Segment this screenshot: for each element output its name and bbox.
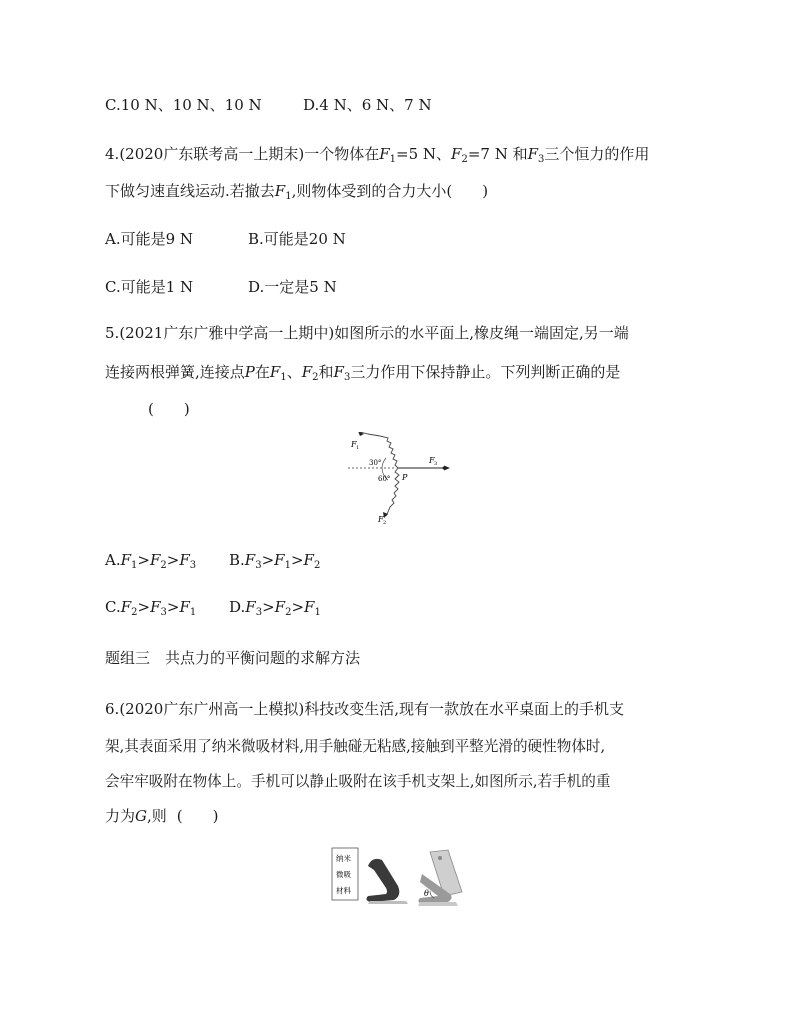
q5-angle-arc-30: [382, 458, 386, 468]
q6-line1: 科技改变生活,现有一款放在水平桌面上的手机支: [304, 700, 624, 718]
q4-line2: 下做匀速直线运动.若撤去: [105, 182, 275, 200]
q6-stand-base: [418, 902, 458, 906]
q3-option-d: D.4 N、6 N、7 N: [303, 96, 432, 114]
q5-line2a: 连接两根弹簧,连接点: [105, 363, 245, 381]
q5-option-d-s1: 3: [255, 607, 263, 618]
q5-option-d-s2: 2: [285, 607, 292, 618]
q5-option-a-v2: F: [149, 551, 161, 569]
q4-option-a: A.可能是9 N: [105, 230, 194, 248]
q5-option-b-s1: 3: [255, 560, 262, 571]
q5-option-d-gt2: >: [291, 598, 305, 616]
q5-option-d-letter: D.: [229, 598, 246, 616]
q4-option-d: D.一定是5 N: [248, 278, 337, 296]
q5-option-b-v2: F: [274, 551, 285, 569]
q5-fig-f2-label: F: [378, 515, 384, 524]
q5-option-a-gt1: >: [137, 551, 150, 569]
q5-force-diagram: [340, 432, 460, 532]
q6-label-line1: 纳米: [336, 854, 351, 863]
q5-f2-sub: 2: [312, 372, 319, 383]
q4-line2-end: ,则物体受到的合力大小( ): [291, 182, 489, 200]
q5-option-c-v2: F: [150, 598, 161, 616]
q5-option-d-v1: F: [245, 598, 256, 616]
q5-option-c-s2: 3: [160, 607, 167, 618]
q4-f2-sub: 2: [461, 154, 468, 165]
q5-fig-p-label: P: [402, 473, 408, 482]
q4-stem-line2: [105, 180, 488, 202]
q5-option-a-v3: F: [179, 551, 190, 569]
q5-option-b: [229, 551, 320, 571]
q4-f2: F: [451, 145, 462, 163]
q5-option-c-s1: 2: [131, 607, 138, 618]
q4-eq1: =5 N、: [396, 145, 452, 163]
q6-label-line2: 微吸: [336, 870, 351, 879]
q4-source: (2020广东联考高一上期末): [119, 145, 305, 163]
q5-f3-sub: 3: [343, 372, 351, 383]
q5-option-c-v3: F: [179, 598, 190, 616]
q5-option-b-s3: 2: [313, 560, 321, 571]
q4-eq2: =7 N 和: [467, 145, 528, 163]
q5-option-a-s3: 3: [189, 560, 197, 571]
q5-option-d-v2: F: [274, 598, 286, 616]
q5-option-d-v3: F: [304, 598, 315, 616]
q5-option-a: [105, 551, 196, 571]
q5-answer-paren: ( ): [148, 400, 190, 418]
q5-fig-f3-label: F: [429, 456, 435, 465]
q5-option-a-v1: F: [120, 551, 132, 569]
q6-line4a: 力为: [105, 807, 136, 825]
q5-f3: F: [333, 363, 344, 381]
q5-f1-sub: 1: [280, 372, 287, 383]
q6-stem-line3: 会牢牢吸附在物体上。手机可以静止吸附在该手机支架上,如图所示,若手机的重: [105, 773, 611, 790]
q4-text2: 三个恒力的作用: [544, 145, 650, 163]
q5-option-a-s2: 2: [160, 560, 167, 571]
q4-stem-line1: [105, 143, 649, 165]
q6-answer-paren: ( ): [176, 807, 219, 825]
q5-option-a-letter: A.: [105, 551, 121, 569]
q5-fig-f2-sub: 2: [383, 520, 387, 526]
q5-line1: 如图所示的水平面上,橡皮绳一端固定,另一端: [334, 324, 629, 342]
q5-line2b: 在: [254, 363, 270, 381]
q5-option-c-letter: C.: [105, 598, 121, 616]
q3-option-c: C.10 N、10 N、10 N: [105, 96, 262, 114]
q5-option-a-s1: 1: [131, 560, 138, 571]
q5-f1: F: [269, 363, 281, 381]
q5-sep: 、: [286, 363, 302, 381]
q4-f1-sub: 1: [389, 154, 397, 165]
q6-phone-camera: [438, 856, 442, 860]
q4-f3: F: [527, 145, 539, 163]
q5-option-c-gt1: >: [137, 598, 151, 616]
q5-f2: F: [301, 363, 313, 381]
q4-f3-sub: 3: [538, 154, 545, 165]
q4-f1: F: [379, 145, 390, 163]
q6-line4b: ,则: [147, 807, 167, 825]
q5-line2c: 和: [318, 363, 334, 381]
q5-option-d-s3: 1: [314, 607, 321, 618]
q5-option-b-gt2: >: [290, 551, 304, 569]
q5-option-b-s2: 1: [284, 560, 291, 571]
q6-stem-line4: [105, 805, 219, 826]
q5-option-c: [105, 598, 196, 618]
q5-option-d: [229, 598, 321, 618]
q6-source: (2020广东广州高一上模拟): [119, 700, 305, 718]
q5-option-b-letter: B.: [229, 551, 245, 569]
q6-stand-empty: [366, 859, 399, 902]
q5-fig-f3-sub: 3: [434, 461, 438, 467]
q6-label-line3: 材料: [336, 886, 351, 895]
q6-stem-line1: [105, 698, 624, 719]
q5-option-c-gt2: >: [166, 598, 180, 616]
q5-option-b-v3: F: [303, 551, 314, 569]
section-heading: 题组三 共点力的平衡问题的求解方法: [105, 649, 361, 667]
q6-theta-label: θ: [424, 889, 429, 898]
q5-option-b-v1: F: [244, 551, 256, 569]
q4-number: 4.: [105, 145, 120, 163]
q6-phone-stand-figure: [330, 846, 480, 916]
q5-option-c-s3: 1: [189, 607, 197, 618]
q5-stem-line2: [105, 361, 620, 383]
q6-number: 6.: [105, 700, 120, 718]
q5-fig-angle2: 60°: [378, 475, 391, 483]
q4-option-b: B.可能是20 N: [248, 230, 346, 248]
q5-line2d: 三力作用下保持静止。下列判断正确的是: [350, 363, 621, 381]
q5-fixed-point: [443, 467, 446, 470]
q4-option-c: C.可能是1 N: [105, 278, 194, 296]
q6-stand-shadow: [368, 901, 408, 904]
q4-line2-sub: 1: [285, 191, 292, 202]
q5-option-c-v1: F: [120, 598, 132, 616]
q5-option-d-gt1: >: [262, 598, 275, 616]
q5-number: 5.: [105, 324, 120, 342]
q5-option-a-gt2: >: [166, 551, 180, 569]
q5-source: (2021广东广雅中学高一上期中): [119, 324, 335, 342]
q5-fig-f1-label: F: [351, 440, 357, 449]
q5-stem-line1: [105, 322, 629, 343]
q4-text: 一个物体在: [304, 145, 380, 163]
q5-fig-f1-sub: 1: [356, 445, 360, 451]
q6-g: G: [135, 807, 147, 825]
q5-option-b-gt1: >: [261, 551, 275, 569]
q5-fig-angle1: 30°: [369, 459, 382, 467]
q5-p: P: [244, 363, 255, 381]
q6-stem-line2: 架,其表面采用了纳米微吸材料,用手触碰无粘感,接触到平整光滑的硬性物体时,: [105, 738, 606, 755]
q4-line2-var: F: [274, 182, 286, 200]
